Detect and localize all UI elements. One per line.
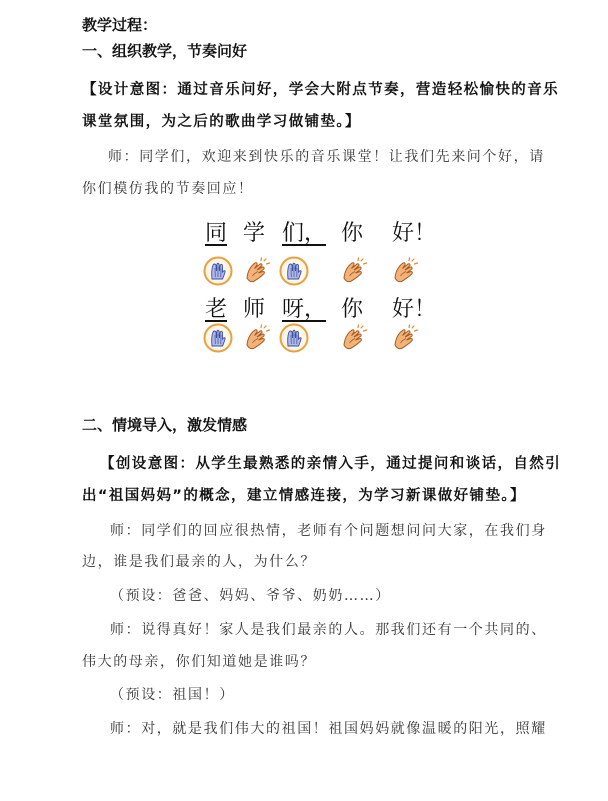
section2-para2-line2: 伟大的母亲，你们知道她是谁吗？ [82,654,316,670]
section1-para-line1: 师：同学们，欢迎来到快乐的音乐课堂！让我们先来问个好，请 [108,149,545,165]
section2-preset2: （预设：祖国！） [110,687,235,703]
rhythm-char: 老 [205,297,228,322]
section1-para-line2: 你们模仿我的节奏回应！ [82,181,254,197]
rhythm-char: 你 [341,297,364,322]
section2-title: 二、情境导入，激发情感 [82,416,248,434]
clap-hands-icon [242,256,272,286]
section2-intent-line1: 【创设意图：从学生最熟悉的亲情入手，通过提问和谈话，自然引 [100,456,562,472]
rhythm-char: 学 [243,221,266,246]
rhythm-char: 你 [341,221,364,246]
rhythm-char: 呀， [282,297,327,322]
clap-hands-icon [242,323,272,353]
section1-title: 一、组织教学，节奏问好 [82,42,248,60]
clap-hands-icon [390,256,420,286]
clap-hands-icon [390,323,420,353]
clap-circle-icon [279,256,309,286]
section2-para1-line2: 边，谁是我们最亲的人，为什么？ [82,554,316,570]
section2-para3-line1: 师：对，就是我们伟大的祖国！祖国妈妈就像温暖的阳光，照耀 [110,721,547,737]
clap-icons-row-2 [0,323,608,353]
clap-circle-icon [203,256,233,286]
section2-preset1: （预设：爸爸、妈妈、爷爷、奶奶……） [110,588,391,604]
page-heading: 教学过程： [82,16,158,34]
section2-para2-line1: 师：说得真好！家人是我们最亲的人。那我们还有一个共同的、 [110,622,547,638]
clap-hands-icon [339,323,369,353]
clap-icons-row-1 [0,256,608,286]
section2-para1-line1: 师：同学们的回应很热情，老师有个问题想问问大家，在我们身 [110,523,547,539]
section1-intent-line2: 课堂氛围，为之后的歌曲学习做铺垫。】 [82,114,361,130]
rhythm-char: 好！ [392,221,437,246]
clap-circle-icon [279,323,309,353]
section1-intent-line1: 【设计意图：通过音乐问好，学会大附点节奏，营造轻松愉快的音乐 [82,82,559,98]
section2-intent-line2: 出“祖国妈妈”的概念，建立情感连接，为学习新课做好铺垫。】 [82,488,526,504]
rhythm-char: 师 [243,297,266,322]
rhythm-char: 同 [205,221,228,246]
rhythm-char: 们， [282,221,327,246]
clap-circle-icon [203,323,233,353]
clap-hands-icon [339,256,369,286]
rhythm-char: 好！ [392,297,437,322]
